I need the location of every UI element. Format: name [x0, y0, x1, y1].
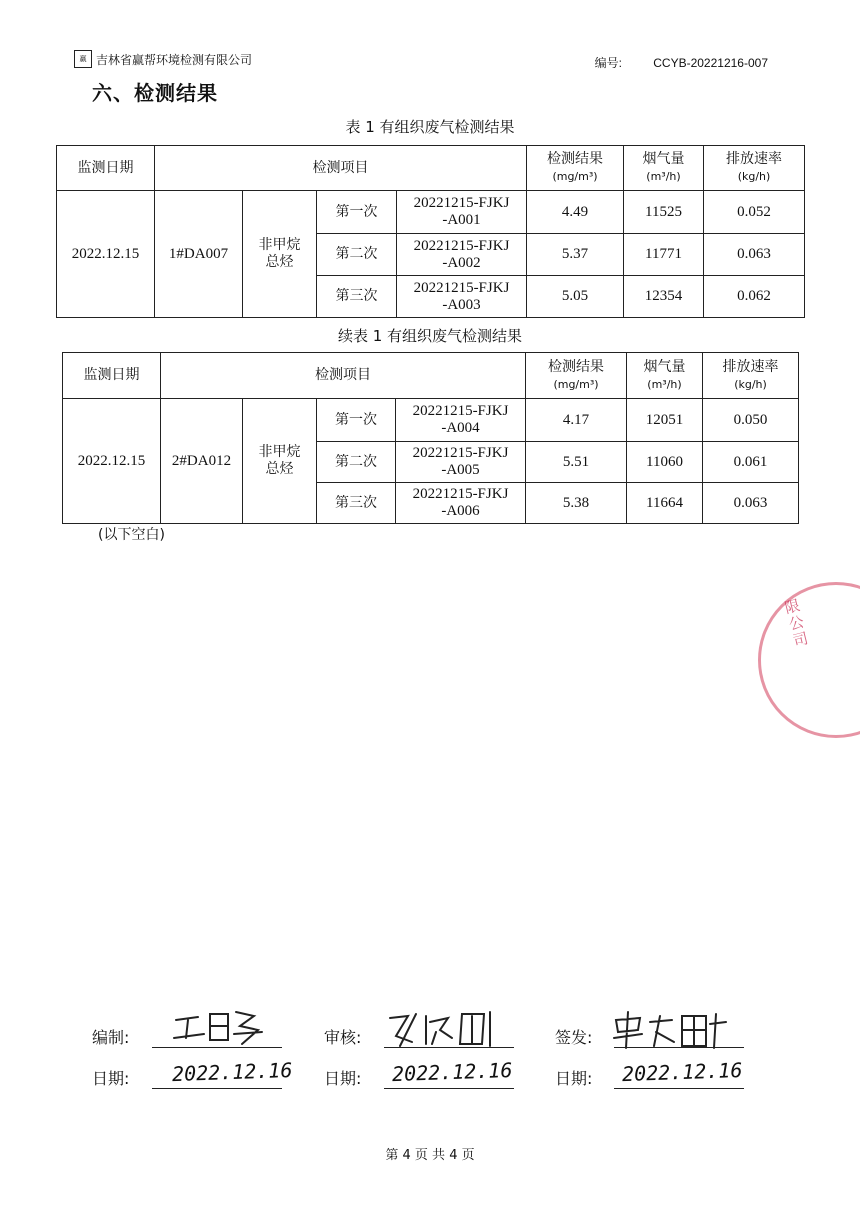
table-1-caption: 表 1 有组织废气检测结果 — [345, 118, 515, 136]
issue-date-line — [614, 1087, 744, 1089]
header-result-unit: (mg/m³) — [552, 170, 598, 183]
date-cell: 2022.12.15 — [63, 399, 161, 524]
header-rate — [703, 353, 799, 399]
result-cell: 5.05 — [527, 276, 624, 318]
blank-below-note: (以下空白) — [98, 527, 165, 543]
rate-cell: 0.062 — [704, 276, 805, 318]
point-cell: 2#DA012 — [161, 399, 243, 524]
round-cell: 第三次 — [317, 483, 396, 524]
company-seal-icon — [758, 582, 860, 738]
round-cell: 第三次 — [317, 276, 397, 318]
round-cell: 第二次 — [317, 234, 397, 276]
sample-cell — [397, 234, 527, 276]
sample-line2: -A002 — [442, 254, 481, 271]
sample-line2: -A005 — [441, 462, 480, 478]
header-flow-unit: (m³/h) — [647, 377, 682, 391]
header-result — [526, 353, 627, 399]
header-date: 监测日期 — [63, 353, 161, 399]
pollutant-cell — [243, 399, 317, 524]
header-item: 检测项目 — [155, 146, 527, 191]
compile-date-label: 日期: — [92, 1069, 130, 1088]
sample-line1: 20221215-FJKJ — [412, 403, 509, 419]
header-result-label: 检测结果 — [548, 358, 604, 375]
compile-date-line — [152, 1087, 282, 1089]
issue-date-label: 日期: — [555, 1069, 593, 1088]
compile-signature-icon — [170, 1004, 270, 1046]
sample-cell — [396, 442, 526, 483]
compile-signature-line — [152, 1046, 282, 1048]
report-number-value: CCYB-20221216-007 — [653, 56, 768, 70]
sample-line1: 20221215-FJKJ — [412, 445, 509, 461]
compile-date: 2022.12.16 — [171, 1057, 293, 1087]
sample-cell — [397, 191, 527, 234]
flow-cell: 12051 — [627, 399, 703, 442]
point-cell: 1#DA007 — [155, 191, 243, 318]
review-date-line — [384, 1087, 514, 1089]
review-date-label: 日期: — [324, 1069, 362, 1088]
table-row — [63, 399, 799, 442]
header-item: 检测项目 — [161, 353, 526, 399]
header-rate-label: 排放速率 — [726, 151, 782, 167]
rate-cell: 0.063 — [704, 234, 805, 276]
sample-line2: -A004 — [441, 420, 480, 436]
header-result — [527, 146, 624, 191]
table-row — [57, 191, 805, 234]
section-title: 六、检测结果 — [92, 81, 218, 105]
compile-label: 编制: — [92, 1028, 130, 1047]
header-flow — [627, 353, 703, 399]
pollutant-line2: 总烃 — [265, 254, 294, 270]
sample-cell — [397, 276, 527, 318]
flow-cell: 11525 — [624, 191, 704, 234]
sample-line2: -A001 — [442, 212, 481, 228]
header-rate-unit: (kg/h) — [734, 377, 767, 391]
sample-line1: 20221215-FJKJ — [413, 279, 510, 296]
rate-cell: 0.061 — [703, 442, 799, 483]
issue-date: 2022.12.16 — [621, 1057, 743, 1087]
flow-cell: 11771 — [624, 234, 704, 276]
header-flow-label: 烟气量 — [643, 358, 686, 375]
rate-cell: 0.052 — [704, 191, 805, 234]
sample-cell — [396, 399, 526, 442]
sample-line1: 20221215-FJKJ — [413, 195, 510, 211]
header-flow-label: 烟气量 — [642, 151, 685, 167]
header-flow — [624, 146, 704, 191]
result-cell: 5.37 — [527, 234, 624, 276]
review-signature-icon — [386, 1008, 510, 1048]
date-cell: 2022.12.15 — [57, 191, 155, 318]
page-footer: 第 4 页 共 4 页 — [385, 1148, 475, 1163]
table-1 — [56, 145, 805, 318]
pollutant-cell — [243, 191, 317, 318]
result-cell: 5.38 — [526, 483, 627, 524]
header-date: 监测日期 — [57, 146, 155, 191]
review-label: 审核: — [324, 1028, 362, 1047]
sample-line1: 20221215-FJKJ — [412, 486, 509, 502]
flow-cell: 11664 — [627, 483, 703, 524]
report-number-label: 编号: — [594, 56, 622, 70]
sample-line2: -A006 — [441, 503, 480, 519]
issue-label: 签发: — [555, 1028, 593, 1047]
header-rate — [704, 146, 805, 191]
result-cell: 4.49 — [527, 191, 624, 234]
pollutant-line2: 总烃 — [265, 461, 294, 477]
table-2-caption: 续表 1 有组织废气检测结果 — [337, 327, 523, 345]
company-name: 吉林省赢帮环境检测有限公司 — [96, 52, 253, 67]
company-seal-text: 限公司 — [781, 596, 811, 651]
header-rate-label: 排放速率 — [722, 358, 779, 375]
flow-cell: 11060 — [627, 442, 703, 483]
sample-cell — [396, 483, 526, 524]
round-cell: 第二次 — [317, 442, 396, 483]
rate-cell: 0.050 — [703, 399, 799, 442]
result-cell: 5.51 — [526, 442, 627, 483]
rate-cell: 0.063 — [703, 483, 799, 524]
round-cell: 第一次 — [317, 399, 396, 442]
company-header — [74, 50, 252, 68]
review-date: 2022.12.16 — [391, 1057, 513, 1087]
header-flow-unit: (m³/h) — [646, 170, 681, 183]
sample-line1: 20221215-FJKJ — [413, 237, 510, 254]
flow-cell: 12354 — [624, 276, 704, 318]
header-rate-unit: (kg/h) — [737, 170, 771, 183]
header-result-label: 检测结果 — [547, 151, 603, 167]
sample-line2: -A003 — [442, 296, 481, 313]
round-cell: 第一次 — [317, 191, 397, 234]
header-result-unit: (mg/m³) — [553, 377, 599, 391]
report-number — [595, 54, 768, 71]
pollutant-line1: 非甲烷 — [258, 444, 301, 460]
pollutant-line1: 非甲烷 — [258, 237, 301, 253]
issue-signature-icon — [610, 1008, 730, 1050]
table-2 — [62, 352, 799, 524]
result-cell: 4.17 — [526, 399, 627, 442]
company-logo-icon: 赢 — [74, 50, 92, 68]
